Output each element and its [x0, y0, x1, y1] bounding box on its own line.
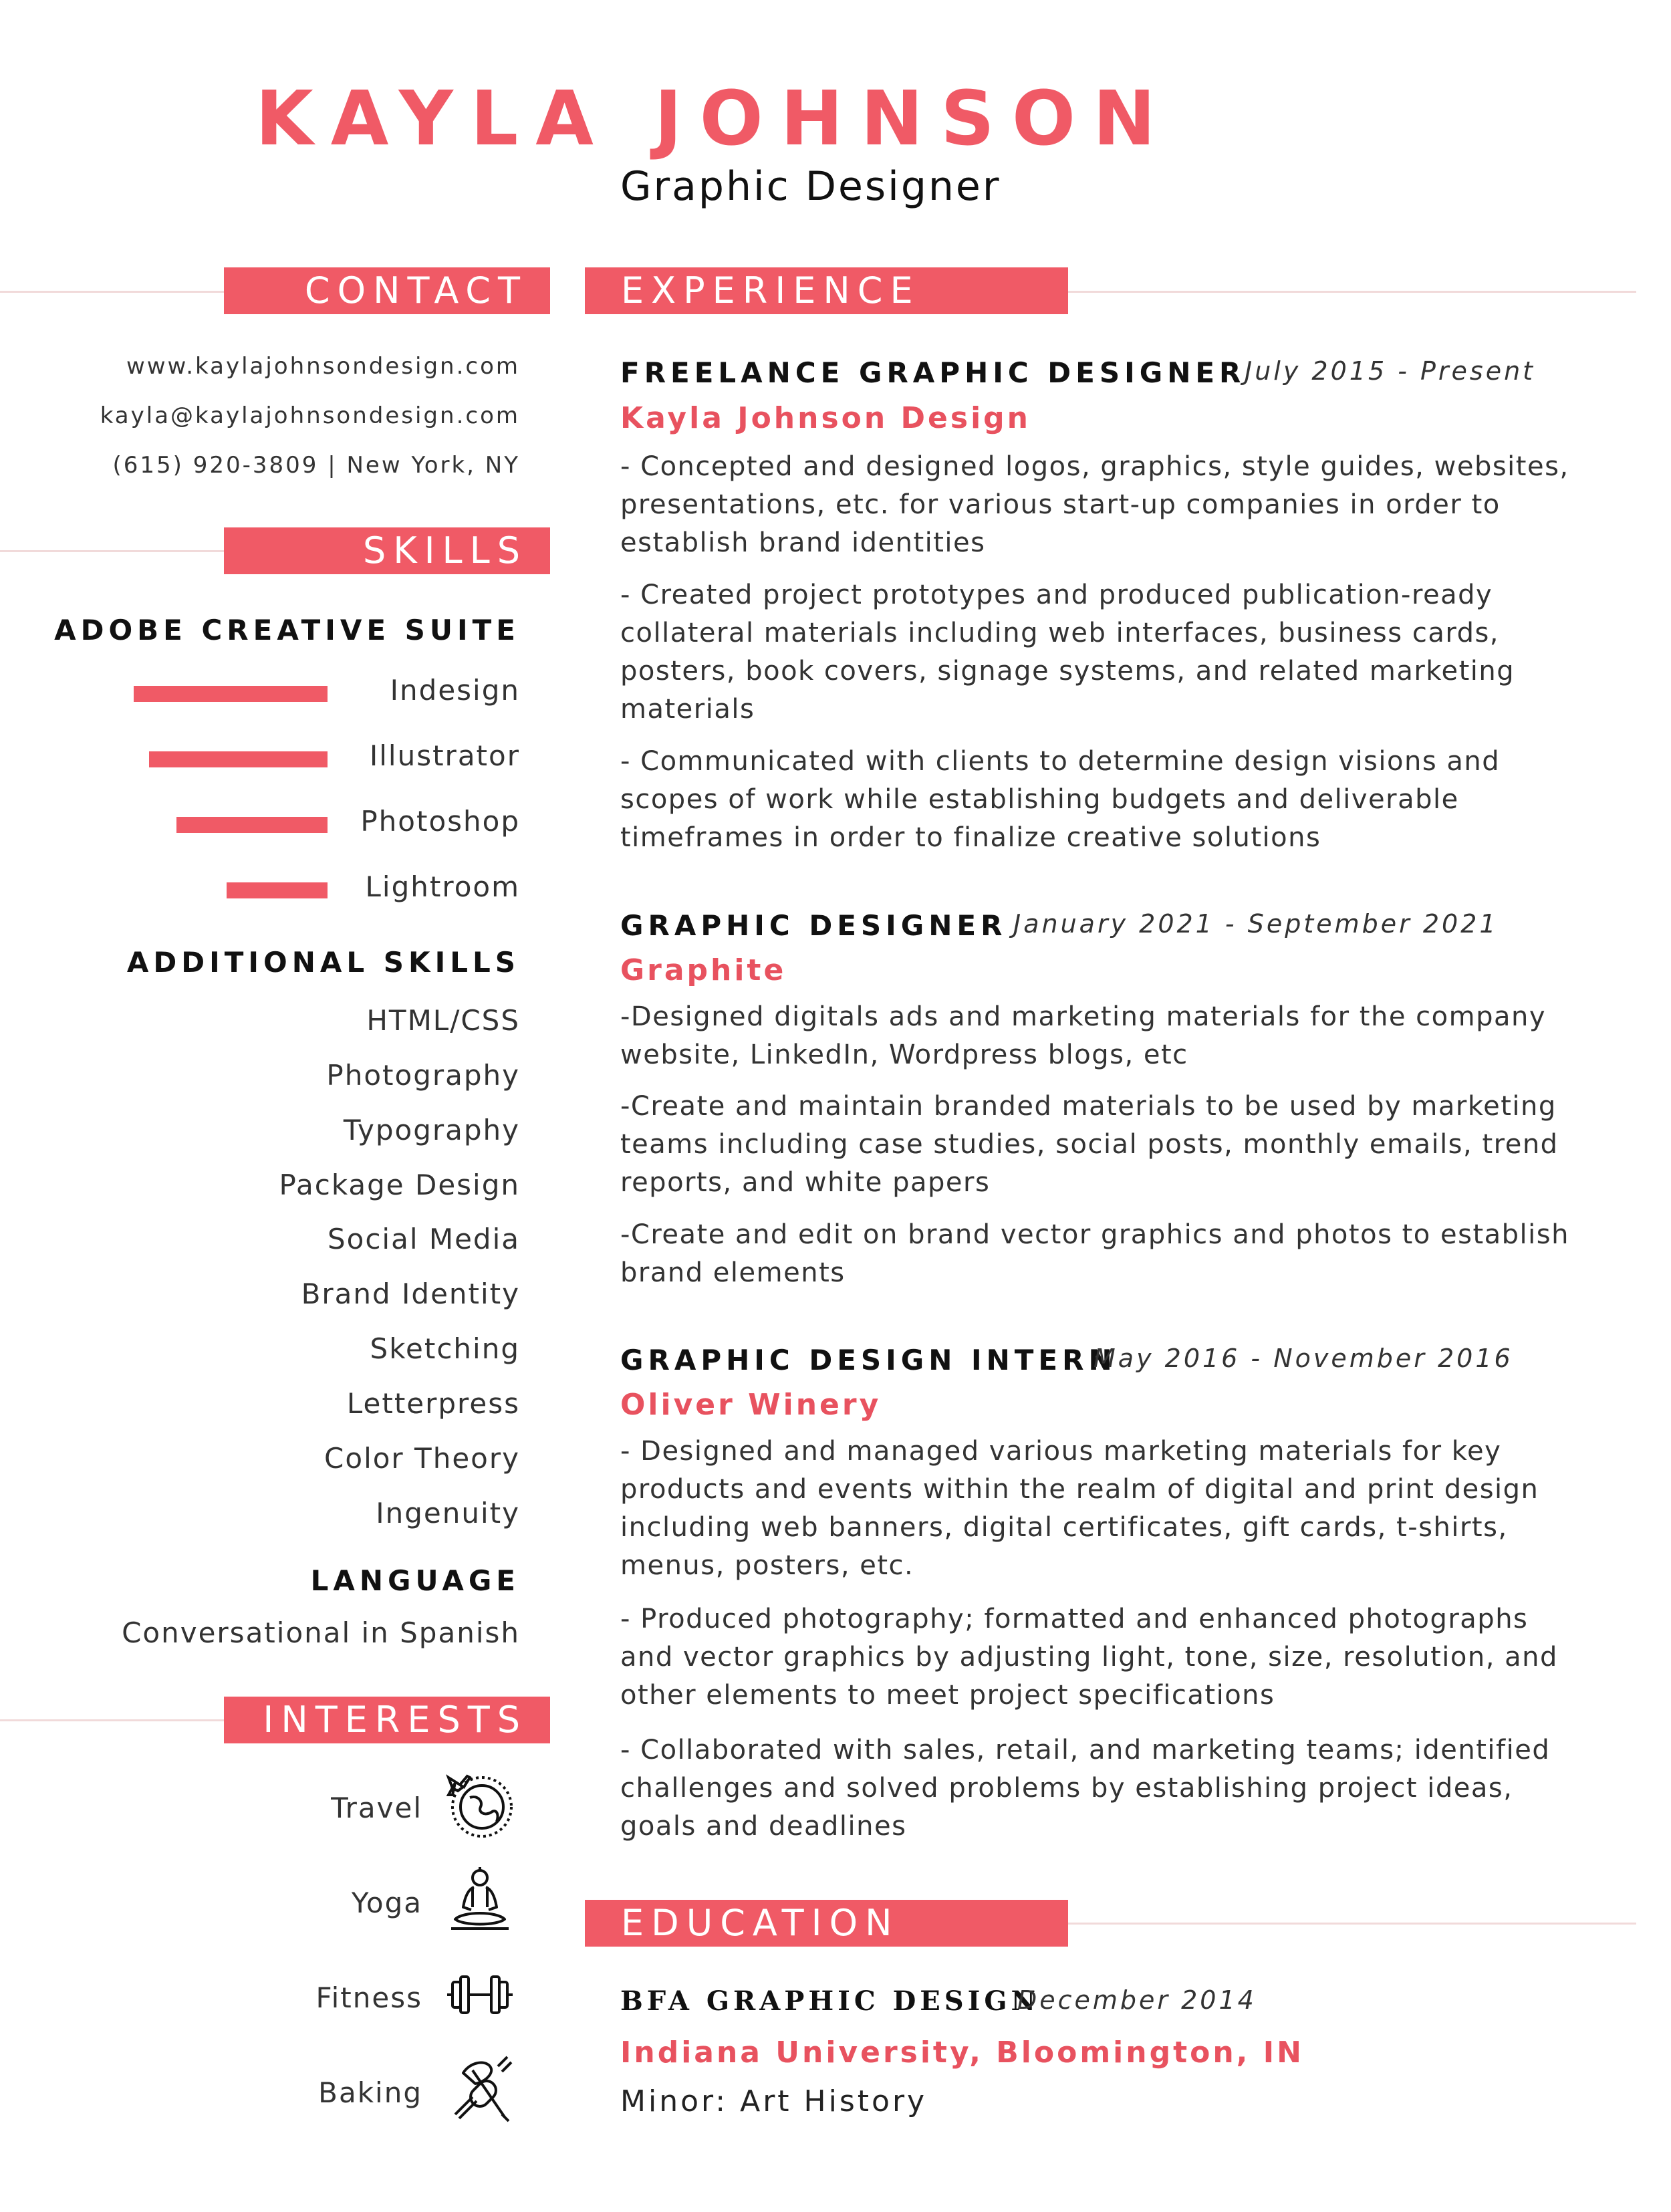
interest-label-yoga: Yoga: [351, 1886, 422, 1919]
skill-bar-lightroom: [227, 882, 328, 898]
company-name: Kayla Johnson Design: [620, 401, 1031, 435]
skill-label: Photoshop: [360, 805, 520, 838]
education-rule-right: [1068, 1923, 1636, 1925]
job-bullet: -Designed digitals ads and marketing materials for the company website, LinkedIn, Wordpress blogs, etc: [620, 1001, 1547, 1070]
job-bullet: - Communicated with clients to determine design visions and scopes of work while establishing budgets and deliverable timeframes in order to finalize creative solutions: [620, 746, 1501, 853]
additional-skill-item: Typography: [343, 1114, 520, 1146]
contact-rule-left: [0, 291, 224, 293]
additional-skill-item: Ingenuity: [376, 1497, 520, 1529]
job-bullet: -Create and maintain branded materials to be used by marketing teams including case studies, social posts, monthly emails, trend reports, and white papers: [620, 1091, 1559, 1198]
contact-phone-location: (615) 920-3809 | New York, NY: [112, 452, 520, 479]
education-school: Indiana University, Bloomington, IN: [620, 2036, 1304, 2070]
dumbbell-icon: [443, 1958, 517, 2032]
job-bullet: - Created project prototypes and produced publication-ready collateral materials including web interfaces, business cards, posters, book covers, signage systems, and related marketing materials: [620, 580, 1515, 725]
interest-label-travel: Travel: [331, 1792, 422, 1824]
skill-label: Indesign: [390, 674, 520, 707]
globe-plane-icon: [443, 1768, 517, 1842]
job-date: July 2015 - Present: [1245, 356, 1536, 386]
experience-rule-right: [1068, 291, 1636, 293]
job-bullet: - Concepted and designed logos, graphics, style guides, websites, presentations, etc. for various start-up companies in order to establish brand identities: [620, 451, 1569, 558]
candidate-name: KAYLA JOHNSON: [255, 76, 1173, 162]
skills-heading: SKILLS: [224, 527, 550, 574]
skill-bar-illustrator: [149, 751, 328, 767]
additional-skill-item: Photography: [326, 1059, 520, 1092]
language-value: Conversational in Spanish: [122, 1616, 520, 1649]
interests-rule-left: [0, 1719, 224, 1721]
job-bullet: - Produced photography; formatted and enhanced photographs and vector graphics by adjusting light, tone, size, resolution, and other elements to meet project specifications: [620, 1604, 1558, 1711]
language-heading: LANGUAGE: [310, 1564, 520, 1597]
education-date: December 2014: [1017, 1985, 1257, 2015]
education-minor: Minor: Art History: [620, 2084, 928, 2118]
contact-email[interactable]: kayla@kaylajohnsondesign.com: [100, 402, 520, 429]
job-title: GRAPHIC DESIGNER: [620, 909, 1007, 942]
job-date: May 2016 - November 2016: [1094, 1344, 1513, 1373]
education-heading: EDUCATION: [585, 1900, 1068, 1947]
additional-skill-item: Package Design: [279, 1169, 520, 1201]
job-bullet: - Collaborated with sales, retail, and marketing teams; identified challenges and solved problems by establishing project ideas, goals and deadlines: [620, 1735, 1551, 1842]
company-name: Oliver Winery: [620, 1388, 882, 1422]
education-degree: BFA GRAPHIC DESIGN: [620, 1985, 1040, 2017]
additional-skill-item: Social Media: [327, 1223, 520, 1255]
additional-skill-item: Color Theory: [324, 1442, 520, 1475]
skills-rule-left: [0, 550, 224, 552]
candidate-role: Graphic Designer: [620, 163, 1001, 210]
job-bullet: -Create and edit on brand vector graphics and photos to establish brand elements: [620, 1219, 1569, 1288]
job-title: GRAPHIC DESIGN INTERN: [620, 1344, 1117, 1376]
skill-bar-photoshop: [176, 817, 328, 833]
skill-label: Lightroom: [365, 870, 520, 903]
skill-bar-indesign: [134, 686, 328, 702]
contact-heading: CONTACT: [224, 267, 550, 314]
job-date: January 2021 - September 2021: [1013, 909, 1499, 939]
whisk-rolling-pin-icon: [443, 2053, 517, 2126]
additional-skills-heading: ADDITIONAL SKILLS: [126, 946, 520, 979]
interest-label-fitness: Fitness: [315, 1981, 422, 2014]
company-name: Graphite: [620, 953, 787, 987]
adobe-suite-heading: ADOBE CREATIVE SUITE: [54, 614, 520, 646]
meditation-icon: [443, 1863, 517, 1937]
skill-label: Illustrator: [369, 739, 520, 772]
interest-label-baking: Baking: [318, 2076, 422, 2109]
additional-skill-item: Letterpress: [346, 1387, 520, 1420]
contact-website[interactable]: www.kaylajohnsondesign.com: [126, 353, 520, 380]
additional-skill-item: HTML/CSS: [366, 1004, 520, 1037]
experience-heading: EXPERIENCE: [585, 267, 1068, 314]
job-bullet: - Designed and managed various marketing materials for key products and events within the realm of digital and print design including web banners, digital certificates, gift cards, t-shirts, menus, posters, etc.: [620, 1436, 1539, 1581]
interests-heading: INTERESTS: [224, 1697, 550, 1743]
additional-skill-item: Brand Identity: [301, 1277, 520, 1310]
additional-skill-item: Sketching: [370, 1332, 520, 1365]
job-title: FREELANCE GRAPHIC DESIGNER: [620, 356, 1246, 389]
